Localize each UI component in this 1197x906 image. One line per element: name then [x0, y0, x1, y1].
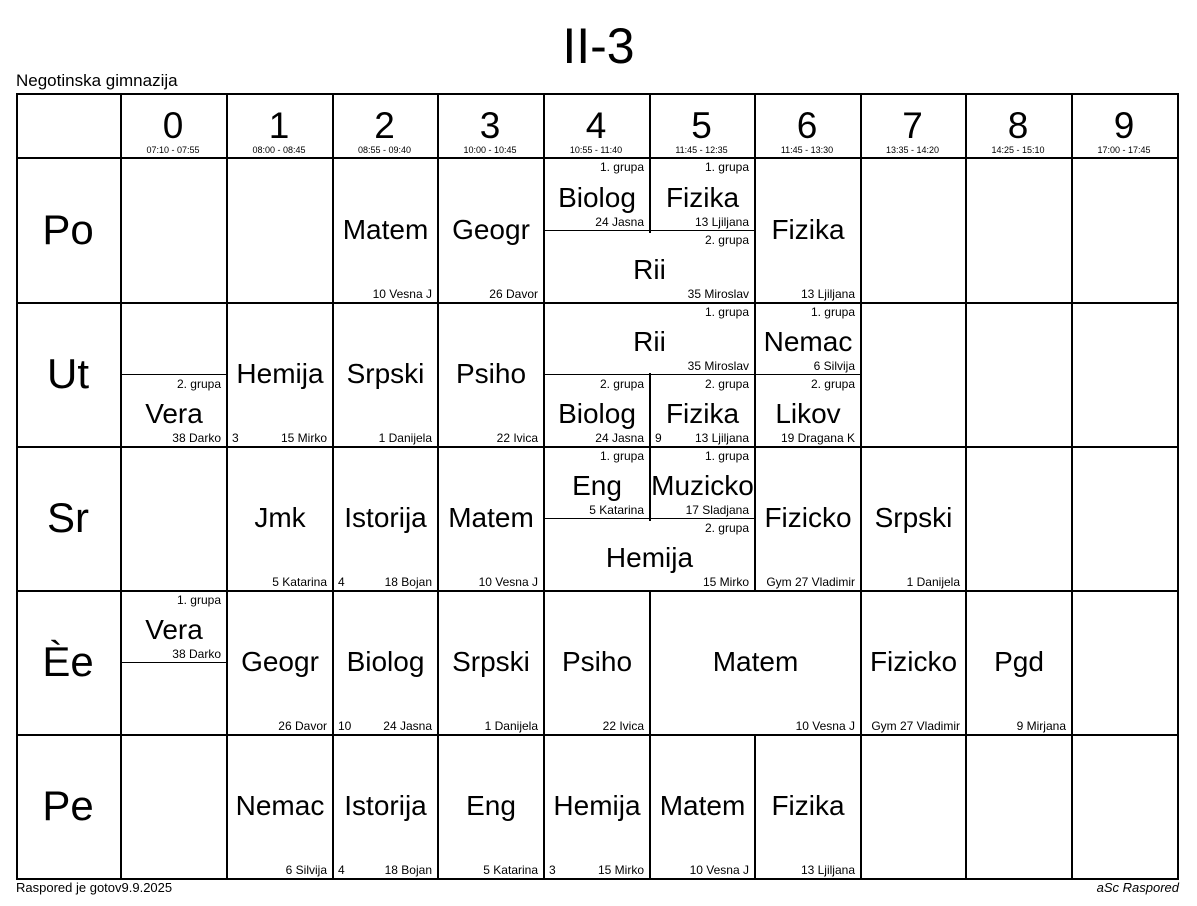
lesson-cell[interactable] [334, 592, 437, 734]
lesson-cell[interactable] [228, 736, 332, 878]
lesson-subject: Nemac [235, 790, 325, 821]
period-time: 07:10 - 07:55 [146, 145, 200, 155]
lesson-cell[interactable] [651, 159, 754, 230]
lesson-cell[interactable] [545, 592, 649, 734]
lesson-cell[interactable] [651, 592, 860, 734]
lesson-subject: Matem [342, 213, 429, 245]
lesson-subject: Biolog [558, 181, 636, 213]
day-label: Sr [47, 494, 89, 541]
lesson-room: 3 [549, 863, 556, 877]
lesson-subject: Istorija [344, 790, 427, 821]
grid-vline [965, 93, 967, 880]
lesson-subject: Biolog [346, 646, 425, 677]
lesson-cell[interactable] [439, 736, 543, 878]
timetable-grid [16, 93, 1179, 880]
lesson-cell[interactable] [545, 520, 754, 590]
split-line [120, 374, 228, 375]
lesson-subject: Likov [775, 398, 841, 429]
page-title: II-3 [562, 18, 635, 74]
grid-hline [16, 878, 1179, 880]
lesson-cell[interactable] [545, 159, 649, 230]
grid-vline [1177, 93, 1179, 880]
lesson-subject: Fizika [771, 790, 845, 821]
lesson-subject: Rii [633, 254, 666, 285]
lesson-subject: Rii [633, 326, 666, 357]
lesson-room: 9 [655, 431, 662, 445]
lesson-subject: Matem [712, 646, 799, 677]
lesson-cell[interactable] [545, 448, 649, 518]
lesson-subject: Srpski [874, 502, 953, 533]
period-time: 11:45 - 12:35 [675, 145, 728, 155]
footer-status: Raspored je gotov9.9.2025 [16, 880, 173, 895]
lesson-subject: Jmk [254, 502, 306, 533]
lesson-group: 1. grupa [599, 449, 644, 463]
lesson-teacher: 15 Mirko [280, 431, 327, 445]
lesson-teacher: 24 Jasna [595, 215, 644, 229]
lesson-group: 1. grupa [704, 449, 749, 463]
lesson-teacher: 38 Darko [172, 647, 221, 661]
school-name: Negotinska gimnazija [16, 71, 178, 90]
period-time: 17:00 - 17:45 [1097, 145, 1151, 155]
lesson-teacher: 1 Danijela [378, 431, 432, 445]
lesson-teacher: 24 Jasna [383, 719, 432, 733]
split-line [543, 230, 756, 231]
lesson-subject: Vera [145, 398, 203, 429]
lesson-teacher: 5 Katarina [272, 575, 327, 589]
lesson-teacher: 6 Silvija [813, 359, 855, 373]
lesson-cell[interactable] [651, 736, 754, 878]
lesson-teacher: 10 Vesna J [689, 863, 749, 877]
lesson-subject: Muzicko [651, 470, 754, 501]
lesson-subject: Hemija [553, 790, 641, 821]
lesson-teacher: 13 Ljiljana [694, 215, 749, 229]
lesson-teacher: 19 Dragana K [780, 431, 855, 445]
lesson-teacher: 5 Katarina [589, 503, 644, 517]
lesson-teacher: 15 Mirko [702, 575, 749, 589]
period-time: 08:55 - 09:40 [357, 145, 412, 155]
lesson-cell[interactable] [334, 448, 437, 590]
lesson-cell[interactable] [545, 304, 754, 374]
grid-hline [16, 93, 1179, 95]
lesson-teacher: 13 Ljiljana [800, 863, 855, 877]
lesson-room: 4 [338, 863, 345, 877]
period-time: 10:55 - 11:40 [569, 145, 623, 155]
lesson-subject: Fizika [771, 213, 845, 245]
split-line [543, 374, 651, 375]
period-number: 1 [268, 105, 290, 146]
lesson-group: 1. grupa [176, 593, 221, 607]
period-time: 08:00 - 08:45 [252, 145, 306, 155]
lesson-subject: Hemija [605, 542, 694, 573]
lesson-cell[interactable] [862, 448, 965, 590]
lesson-subject: Srpski [452, 646, 530, 677]
lesson-teacher: 35 Miroslav [687, 287, 749, 301]
lesson-teacher: 18 Bojan [384, 863, 432, 877]
lesson-cell[interactable] [439, 159, 543, 302]
lesson-subject: Nemac [763, 326, 853, 357]
lesson-teacher: 5 Katarina [483, 863, 538, 877]
lesson-cell[interactable] [439, 304, 543, 446]
period-number: 6 [796, 105, 818, 146]
lesson-subject: Pgd [994, 646, 1044, 677]
lesson-teacher: 13 Ljiljana [694, 431, 749, 445]
lesson-teacher: 1 Danijela [906, 575, 960, 589]
lesson-room: 3 [232, 431, 239, 445]
lesson-subject: Geogr [452, 213, 530, 245]
period-number: 7 [902, 105, 923, 146]
lesson-group: 1. grupa [599, 160, 644, 174]
period-number: 4 [585, 105, 607, 146]
period-time: 10:00 - 10:45 [463, 145, 517, 155]
lesson-cell[interactable] [228, 448, 332, 590]
lesson-cell[interactable] [651, 376, 754, 446]
lesson-teacher: 26 Davor [278, 719, 327, 733]
split-line [649, 374, 756, 375]
split-line [120, 662, 228, 663]
lesson-subject: Eng [466, 790, 516, 821]
lesson-cell[interactable] [756, 304, 860, 374]
split-line [543, 518, 756, 519]
lesson-teacher: 22 Ivica [496, 431, 538, 445]
lesson-subject: Matem [448, 502, 534, 533]
lesson-cell[interactable] [545, 376, 649, 446]
lesson-teacher: 10 Vesna J [478, 575, 538, 589]
period-number: 5 [691, 105, 712, 146]
lesson-subject: Fizika [665, 398, 740, 429]
lesson-teacher: 17 Sladjana [685, 503, 749, 517]
lesson-cell[interactable] [228, 304, 332, 446]
lesson-subject: Istorija [344, 502, 427, 533]
lesson-subject: Hemija [236, 358, 324, 389]
lesson-group: 2. grupa [704, 233, 749, 247]
lesson-teacher: 15 Mirko [597, 863, 644, 877]
lesson-cell[interactable] [122, 376, 226, 446]
lesson-group: 1. grupa [704, 160, 749, 174]
lesson-teacher: 18 Bojan [384, 575, 432, 589]
day-label: Pe [42, 782, 94, 829]
lesson-teacher: 10 Vesna J [372, 287, 432, 301]
lesson-subject: Fizicko [869, 646, 958, 677]
lesson-teacher: 38 Darko [172, 431, 221, 445]
period-number: 2 [374, 105, 395, 146]
lesson-subject: Vera [145, 614, 203, 645]
lesson-room: 4 [338, 575, 345, 589]
period-time: 11:45 - 13:30 [780, 145, 834, 155]
lesson-teacher: 13 Ljiljana [800, 287, 855, 301]
lesson-subject: Srpski [346, 358, 425, 389]
lesson-cell[interactable] [651, 448, 754, 518]
lesson-group: 2. grupa [599, 377, 644, 391]
lesson-subject: Fizika [665, 181, 740, 213]
lesson-cell[interactable] [756, 159, 860, 302]
lesson-subject: Fizicko [764, 502, 852, 533]
lesson-teacher: 26 Davor [489, 287, 538, 301]
period-time: 13:35 - 14:20 [885, 145, 940, 155]
lesson-cell[interactable] [228, 592, 332, 734]
lesson-cell[interactable] [545, 232, 754, 302]
lesson-cell[interactable] [967, 592, 1071, 734]
period-number: 0 [162, 105, 184, 146]
day-label: Èe [42, 638, 94, 685]
lesson-group: 1. grupa [810, 305, 855, 319]
lesson-group: 2. grupa [704, 377, 749, 391]
lesson-subject: Geogr [241, 646, 319, 677]
lesson-cell[interactable] [122, 592, 226, 662]
lesson-teacher: Gym 27 Vladimir [766, 575, 855, 589]
period-number: 3 [479, 105, 501, 146]
lesson-subject: Psiho [455, 358, 527, 389]
footer-brand: aSc Raspored [1096, 880, 1179, 895]
grid-vline [1071, 93, 1073, 880]
grid-vline [120, 93, 122, 880]
lesson-cell[interactable] [334, 736, 437, 878]
lesson-teacher: 6 Silvija [285, 863, 327, 877]
lesson-cell[interactable] [439, 448, 543, 590]
lesson-subject: Matem [659, 790, 746, 821]
lesson-cell[interactable] [756, 376, 860, 446]
lesson-group: 2. grupa [810, 377, 855, 391]
lesson-teacher: 10 Vesna J [795, 719, 855, 733]
lesson-cell[interactable] [862, 592, 965, 734]
split-line [754, 374, 862, 375]
lesson-cell[interactable] [334, 159, 437, 302]
lesson-room: 10 [338, 719, 352, 733]
lesson-group: 1. grupa [704, 305, 749, 319]
lesson-teacher: 9 Mirjana [1016, 719, 1066, 733]
lesson-teacher: Gym 27 Vladimir [871, 719, 960, 733]
lesson-cell[interactable] [756, 448, 860, 590]
lesson-subject: Biolog [558, 398, 636, 429]
lesson-group: 2. grupa [704, 521, 749, 535]
lesson-cell[interactable] [439, 592, 543, 734]
lesson-teacher: 22 Ivica [602, 719, 644, 733]
lesson-cell[interactable] [756, 736, 860, 878]
lesson-cell[interactable] [545, 736, 649, 878]
period-time: 14:25 - 15:10 [991, 145, 1045, 155]
lesson-cell[interactable] [334, 304, 437, 446]
lesson-subject: Psiho [561, 646, 633, 677]
lesson-teacher: 1 Danijela [484, 719, 538, 733]
day-label: Ut [47, 350, 89, 397]
period-number: 8 [1007, 105, 1029, 146]
lesson-subject: Eng [572, 470, 622, 501]
day-label: Po [42, 205, 94, 253]
lesson-teacher: 24 Jasna [595, 431, 644, 445]
lesson-teacher: 35 Miroslav [687, 359, 749, 373]
period-number: 9 [1113, 105, 1135, 146]
lesson-group: 2. grupa [176, 377, 221, 391]
